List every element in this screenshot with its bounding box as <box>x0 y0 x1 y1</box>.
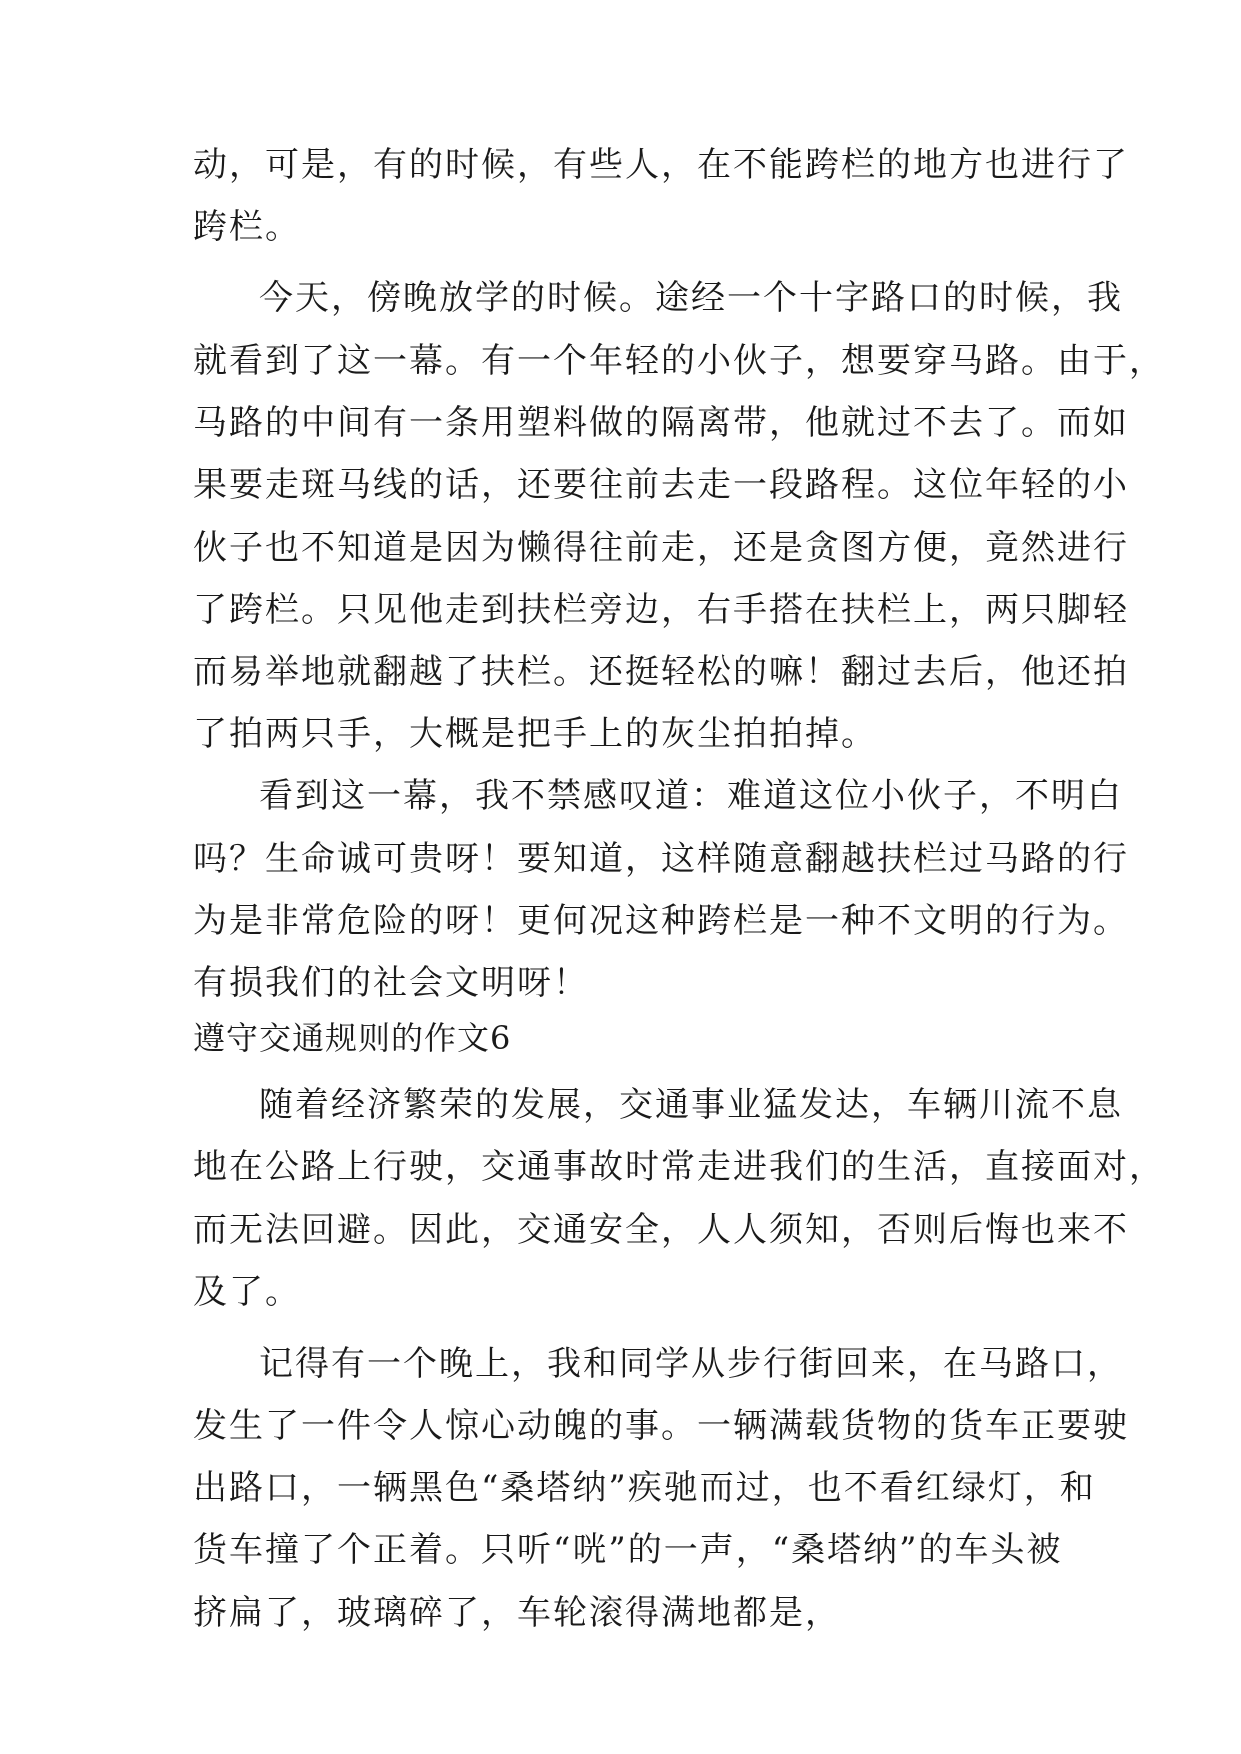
text-line: 为是非常危险的呀！更何况这种跨栏是一种不文明的行为。 <box>193 901 1129 941</box>
text-line: 发生了一件令人惊心动魄的事。一辆满载货物的货车正要驶 <box>193 1406 1129 1446</box>
text-line: 动，可是，有的时候，有些人，在不能跨栏的地方也进行了 <box>193 145 1129 185</box>
text-line: 及了。 <box>193 1272 301 1312</box>
paragraph-first-line: 记得有一个晚上，我和同学从步行街回来，在马路口， <box>259 1344 1123 1384</box>
text-line: 了拍两只手，大概是把手上的灰尘拍拍掉。 <box>193 714 877 754</box>
text-line: 就看到了这一幕。有一个年轻的小伙子，想要穿马路。由于， <box>193 341 1165 381</box>
text-line: 货车撞了个正着。只听“咣”的一声，“桑塔纳”的车头被 <box>193 1530 1063 1570</box>
text-line: 挤扁了，玻璃碎了，车轮滚得满地都是， <box>193 1593 841 1633</box>
paragraph-first-line: 看到这一幕，我不禁感叹道：难道这位小伙子，不明白 <box>259 776 1123 816</box>
text-line: 而无法回避。因此，交通安全，人人须知，否则后悔也来不 <box>193 1210 1129 1250</box>
text-line: 果要走斑马线的话，还要往前去走一段路程。这位年轻的小 <box>193 465 1129 505</box>
text-line: 有损我们的社会文明呀！ <box>193 963 589 1003</box>
text-line: 马路的中间有一条用塑料做的隔离带，他就过不去了。而如 <box>193 403 1129 443</box>
paragraph-first-line: 随着经济繁荣的发展，交通事业猛发达，车辆川流不息 <box>259 1085 1123 1125</box>
text-line: 了跨栏。只见他走到扶栏旁边，右手搭在扶栏上，两只脚轻 <box>193 590 1129 630</box>
text-line: 地在公路上行驶，交通事故时常走进我们的生活，直接面对， <box>193 1147 1165 1187</box>
text-line: 伙子也不知道是因为懒得往前走，还是贪图方便，竟然进行 <box>193 528 1129 568</box>
text-line: 出路口，一辆黑色“桑塔纳”疾驰而过，也不看红绿灯，和 <box>193 1468 1096 1508</box>
text-line: 而易举地就翻越了扶栏。还挺轻松的嘛！翻过去后，他还拍 <box>193 652 1129 692</box>
text-line: 吗？生命诚可贵呀！要知道，这样随意翻越扶栏过马路的行 <box>193 839 1129 879</box>
paragraph-first-line: 今天，傍晚放学的时候。途经一个十字路口的时候，我 <box>259 278 1123 318</box>
text-line: 跨栏。 <box>193 207 301 247</box>
section-heading: 遵守交通规则的作文6 <box>193 1019 512 1057</box>
